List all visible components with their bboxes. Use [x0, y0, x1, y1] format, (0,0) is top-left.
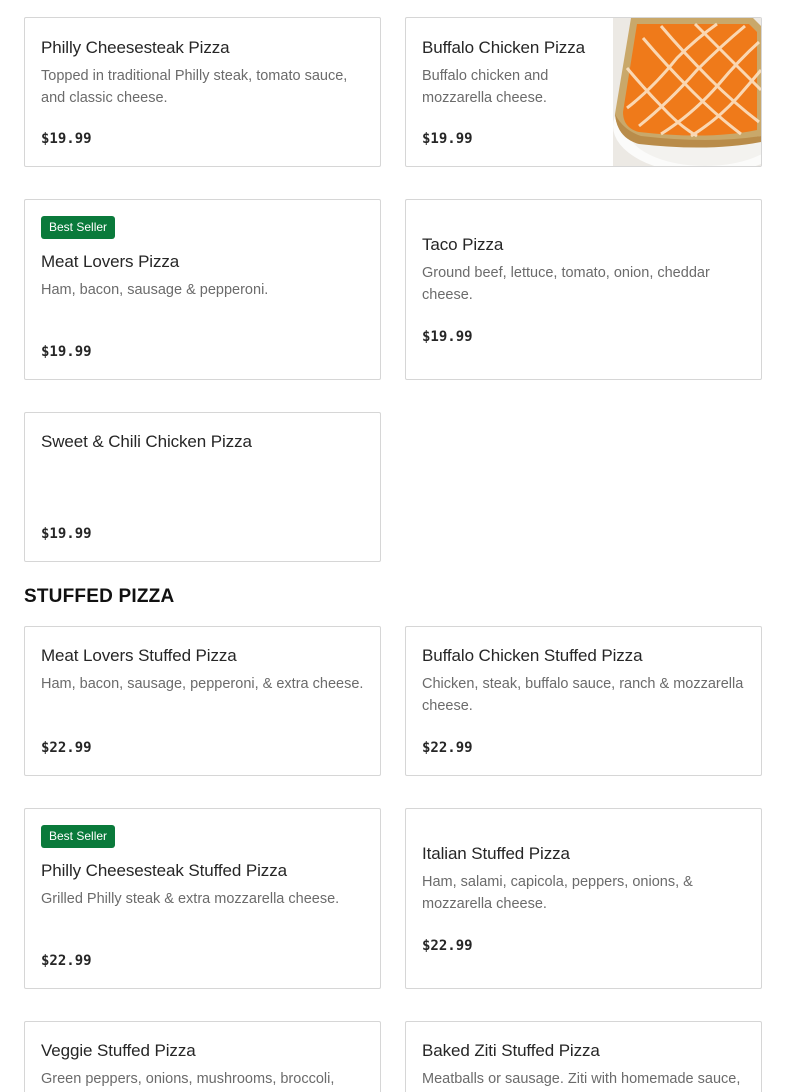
- item-description: Grilled Philly steak & extra mozzarella cheese.: [41, 891, 340, 907]
- pizza-slice-image: [613, 18, 761, 166]
- menu-item-baked-ziti-stuffed-pizza[interactable]: [405, 1021, 762, 1092]
- item-name: Taco Pizza: [422, 235, 504, 254]
- item-name: Buffalo Chicken Pizza: [422, 38, 585, 57]
- menu-item-taco-pizza[interactable]: [405, 199, 762, 380]
- menu-item-meat-lovers-pizza[interactable]: [24, 199, 381, 380]
- menu-item-philly-cheesesteak-pizza[interactable]: [24, 17, 381, 167]
- item-name: Veggie Stuffed Pizza: [41, 1041, 196, 1060]
- item-description: Ham, bacon, sausage, pepperoni, & extra cheese.: [41, 676, 364, 692]
- best-seller-badge: Best Seller: [41, 216, 115, 239]
- item-name: Italian Stuffed Pizza: [422, 844, 570, 863]
- item-price: $19.99: [41, 131, 92, 147]
- item-name: Sweet & Chili Chicken Pizza: [41, 432, 252, 451]
- item-description: Meatballs or sausage. Ziti with homemade sauce,: [422, 1071, 741, 1087]
- item-price: $22.99: [422, 938, 473, 954]
- menu-item-buffalo-chicken-stuffed-pizza[interactable]: [405, 626, 762, 776]
- menu-item-philly-cheesesteak-stuffed-pizza[interactable]: [24, 808, 381, 989]
- item-name: Philly Cheesesteak Stuffed Pizza: [41, 861, 287, 880]
- item-name: Meat Lovers Stuffed Pizza: [41, 646, 237, 665]
- item-description: Ham, salami, capicola, peppers, onions, & mozzarella cheese.: [422, 874, 693, 912]
- item-price: $22.99: [422, 740, 473, 756]
- item-price: $19.99: [41, 344, 92, 360]
- item-price: $19.99: [41, 526, 92, 542]
- item-description: Green peppers, onions, mushrooms, broccoli,: [41, 1071, 335, 1087]
- item-photo[interactable]: [613, 18, 761, 166]
- menu-item-buffalo-chicken-pizza[interactable]: [405, 17, 762, 167]
- item-price: $22.99: [41, 953, 92, 969]
- best-seller-badge: Best Seller: [41, 825, 115, 848]
- menu-item-italian-stuffed-pizza[interactable]: [405, 808, 762, 989]
- item-name: Meat Lovers Pizza: [41, 252, 180, 271]
- menu-item-veggie-stuffed-pizza[interactable]: [24, 1021, 381, 1092]
- item-price: $19.99: [422, 329, 473, 345]
- menu-item-meat-lovers-stuffed-pizza[interactable]: [24, 626, 381, 776]
- item-description: Ground beef, lettuce, tomato, onion, cheddar cheese.: [422, 265, 710, 303]
- item-price: $22.99: [41, 740, 92, 756]
- item-price: $19.99: [422, 131, 473, 147]
- item-description: Ham, bacon, sausage & pepperoni.: [41, 282, 269, 298]
- item-name: Philly Cheesesteak Pizza: [41, 38, 230, 57]
- item-description: Topped in traditional Philly steak, tomato sauce, and classic cheese.: [41, 68, 348, 106]
- menu-item-sweet-chili-chicken-pizza[interactable]: [24, 412, 381, 562]
- item-description: Chicken, steak, buffalo sauce, ranch & mozzarella cheese.: [422, 676, 744, 714]
- section-title-stuffed-pizza: STUFFED PIZZA: [24, 586, 175, 607]
- item-name: Baked Ziti Stuffed Pizza: [422, 1041, 600, 1060]
- item-description: Buffalo chicken and mozzarella cheese.: [422, 68, 549, 106]
- item-name: Buffalo Chicken Stuffed Pizza: [422, 646, 643, 665]
